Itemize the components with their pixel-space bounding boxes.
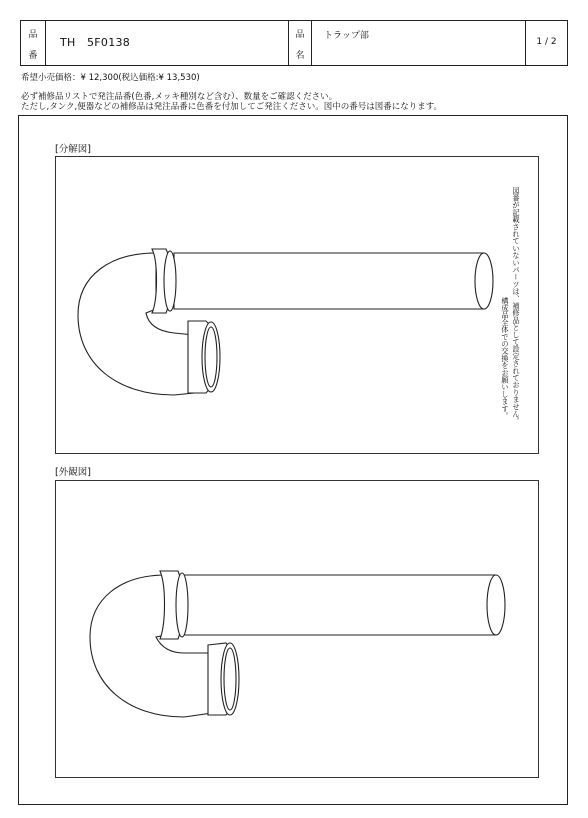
lower-nut-inner	[205, 327, 217, 387]
exploded-trap-drawing	[56, 157, 540, 455]
part-name-cell	[312, 21, 526, 65]
part-number: TH 5F0138	[60, 36, 131, 49]
header-table	[20, 20, 568, 66]
instruction-line-1: 必ず補修品リストで発注品番(色番,メッキ種別など含む）、数量をご確認ください。	[21, 92, 338, 102]
exterior-view-box	[55, 480, 539, 778]
exterior-trap-drawing	[56, 481, 540, 779]
hinban-label-top: 品	[28, 30, 38, 40]
part-number-cell	[46, 21, 289, 65]
hinmei-label-cell	[289, 21, 312, 65]
side-note-line-2: 構成品全体での交換をお願いします。	[501, 297, 510, 420]
side-note-line-1: 図番が記載されていないパーツは、補修品として設定されておりません。	[512, 187, 521, 425]
collar-face	[164, 251, 176, 311]
exterior-straight-pipe	[184, 575, 505, 635]
part-name: トラップ部	[324, 31, 369, 41]
straight-pipe	[174, 253, 493, 309]
price-line: 希望小売価格：¥ 12,300(税込価格:¥ 13,530)	[21, 73, 200, 83]
instruction-line-2: ただし,タンク,便器などの補修品は発注品番に色番を付加してご発注ください。図中の番号は図番になります。	[21, 102, 443, 112]
exterior-lower-nut-inner	[224, 648, 236, 710]
exterior-collar-face	[176, 573, 188, 637]
exploded-view-label: [分解図]	[55, 144, 91, 155]
hinban-label-cell	[21, 21, 46, 65]
hinmei-label-top: 品	[295, 30, 305, 40]
hinmei-label-bottom: 名	[295, 51, 305, 61]
exploded-view-box	[55, 156, 539, 454]
hinban-label-bottom: 番	[28, 51, 38, 61]
page-cell	[526, 21, 567, 65]
side-note	[498, 187, 524, 449]
exterior-view-label: [外観図]	[55, 467, 91, 478]
page-number: 1 / 2	[536, 37, 557, 47]
